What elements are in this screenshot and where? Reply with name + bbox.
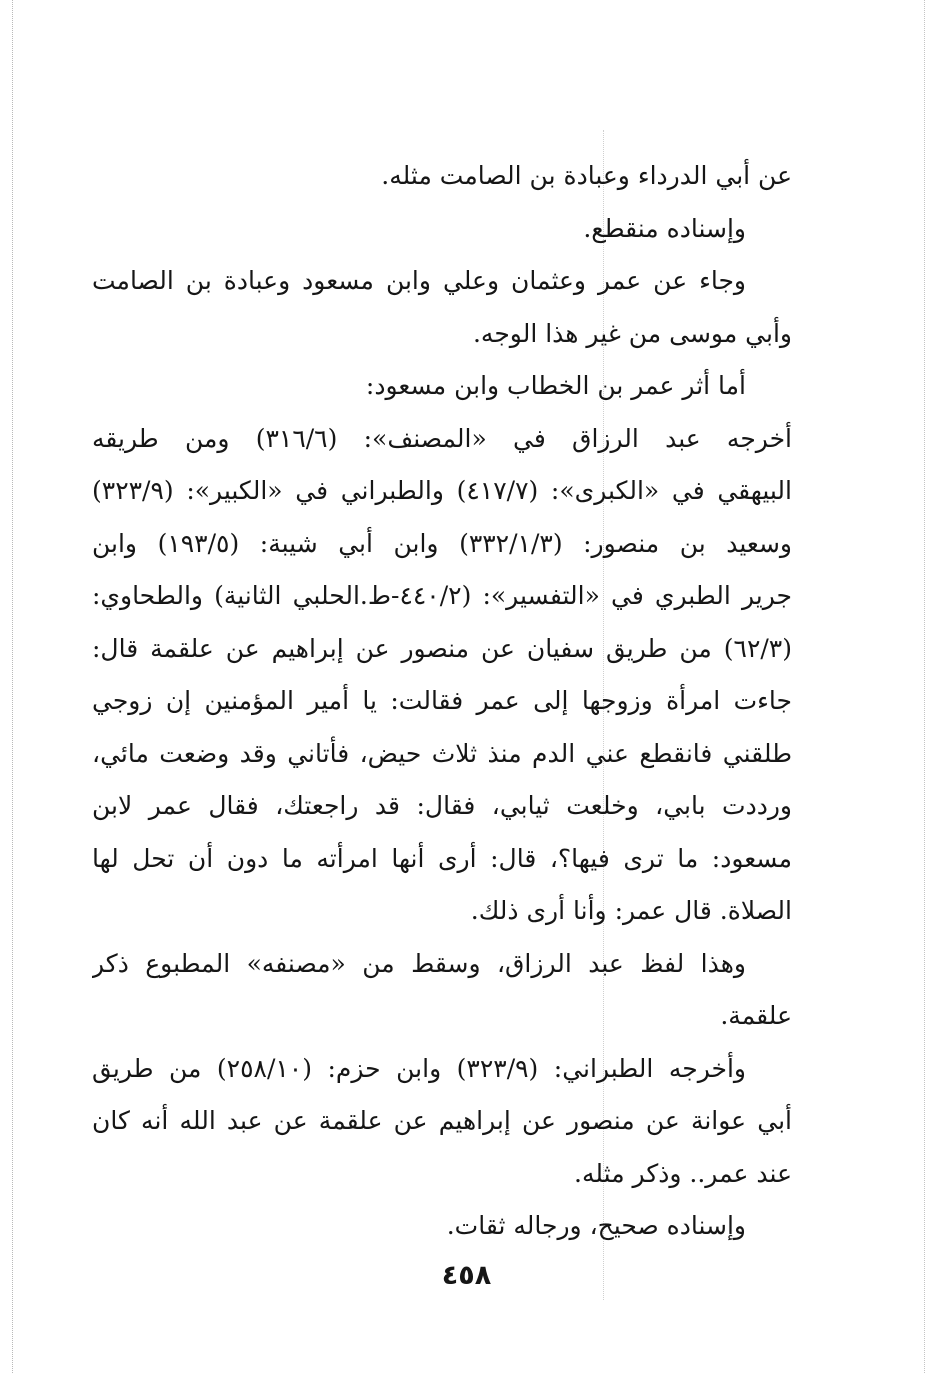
scan-edge-left	[12, 0, 13, 1373]
text-line: الصلاة. قال عمر: وأنا أرى ذلك.	[470, 896, 792, 925]
text-line: طلقني فانقطع عني الدم منذ ثلاث حيض، فأتاني وقد وضعت مائي،	[92, 738, 792, 768]
text-line: علقمة.	[720, 1001, 792, 1030]
text-line: وأبي موسى من غير هذا الوجه.	[472, 318, 792, 348]
text-line: عن أبي الدرداء وعبادة بن الصامت مثله.	[381, 161, 792, 190]
text-line: جاءت امرأة وزوجها إلى عمر فقالت: يا أمير المؤمنين إن زوجي	[92, 686, 792, 715]
page-number: ٤٥٨	[441, 1260, 492, 1291]
text-line: جرير الطبري في «التفسير»: (٤٤٠/٢-ط.الحلبي الثانية) والطحاوي:	[92, 581, 792, 610]
text-line: أخرجه عبد الرزاق في «المصنف»: (٣١٦/٦) ومن طريقه	[92, 423, 792, 453]
text-line: أما أثر عمر بن الخطاب وابن مسعود:	[365, 371, 746, 400]
text-line: وهذا لفظ عبد الرزاق، وسقط من «مصنفه» المطبوع ذكر	[92, 948, 746, 978]
text-line: أبي عوانة عن منصور عن إبراهيم عن علقمة عن عبد الله أنه كان	[92, 1106, 792, 1135]
text-line: وإسناده منقطع.	[583, 213, 746, 243]
scan-edge-right	[924, 0, 925, 1373]
text-line: البيهقي في «الكبرى»: (٤١٧/٧) والطبراني في «الكبير»: (٣٢٣/٩)	[92, 476, 792, 505]
text-line: ورددت بابي، وخلعت ثيابي، فقال: قد راجعتك، فقال عمر لابن	[92, 791, 792, 820]
text-line: وجاء عن عمر وعثمان وعلي وابن مسعود وعبادة بن الصامت	[92, 266, 746, 295]
text-line: مسعود: ما ترى فيها؟، قال: أرى أنها امرأته ما دون أن تحل لها	[92, 843, 792, 873]
page-body	[92, 150, 792, 1253]
text-line: (٦٢/٣) من طريق سفيان عن منصور عن إبراهيم عن علقمة قال:	[92, 633, 792, 663]
text-line: وأخرجه الطبراني: (٣٢٣/٩) وابن حزم: (٢٥٨/١٠) من طريق	[92, 1053, 746, 1083]
text-line: وإسناده صحيح، ورجاله ثقات.	[446, 1211, 746, 1240]
text-line: وسعيد بن منصور: (٣٣٢/١/٣) وابن أبي شيبة: (١٩٣/٥) وابن	[92, 528, 792, 558]
text-line: عند عمر.. وذكر مثله.	[574, 1158, 792, 1188]
